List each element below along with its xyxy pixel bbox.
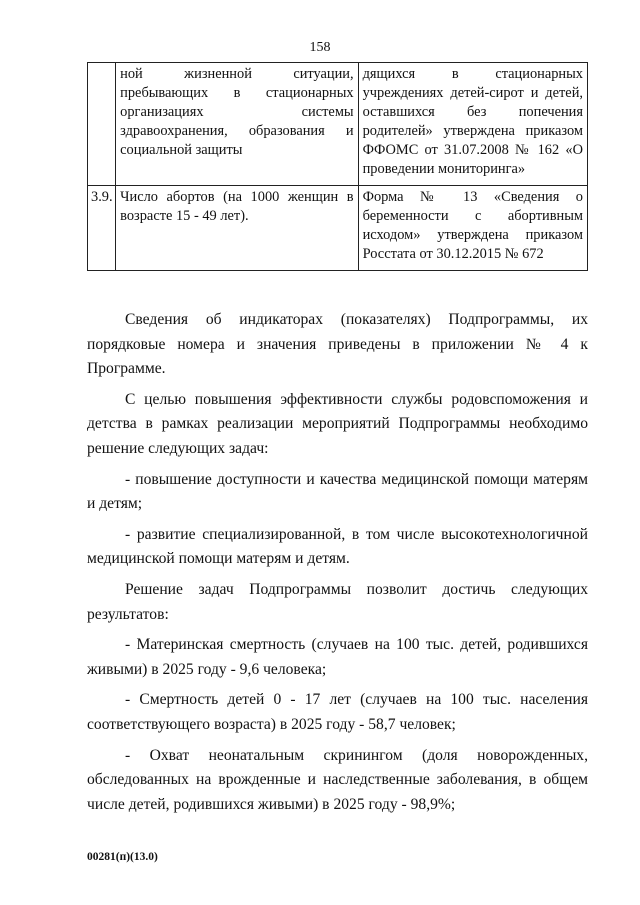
paragraph: Решение задач Подпрограммы позволит достичь следующих результатов: bbox=[87, 580, 588, 623]
list-item: - Охват неонатальным скринингом (доля новорожденных, обследованных на врожденные и наследственные заболевания, в общем числе детей, родившихся живыми) в 2025 году - 98,9%; bbox=[87, 746, 588, 813]
indicators-table bbox=[87, 62, 588, 271]
indicator-description-cell: ной жизненной ситуации, пребывающих в стационарных организациях системы здравоохранения, образования и социальной защиты bbox=[116, 63, 358, 186]
data-source-cell: дящихся в стационарных учреждениях детей-сирот и детей, оставшихся без попечения родителей» утверждена приказом ФФОМС от 31.07.2008 № 162 «О проведении мониторинга» bbox=[358, 63, 587, 186]
list-item: - повышение доступности и качества медицинской помощи матерям и детям; bbox=[87, 470, 588, 513]
data-source-cell: Форма № 13 «Сведения о беременности с абортивным исходом» утверждена приказом Росстата от 30.12.2015 № 672 bbox=[358, 186, 587, 271]
page-number: 158 bbox=[309, 40, 331, 55]
paragraph: Сведения об индикаторах (показателях) Подпрограммы, их порядковые номера и значения приведены в приложении № 4 к Программе. bbox=[87, 311, 588, 378]
row-number-cell: 3.9. bbox=[88, 186, 116, 271]
table-row bbox=[88, 186, 588, 271]
row-number-cell bbox=[88, 63, 116, 186]
document-code: 00281(п)(13.0) bbox=[87, 851, 158, 863]
list-item: - Материнская смертность (случаев на 100 тыс. детей, родившихся живыми) в 2025 году - 9,6 человека; bbox=[87, 636, 588, 678]
indicator-description-cell: Число абортов (на 1000 женщин в возрасте 15 - 49 лет). bbox=[116, 186, 358, 271]
body-text bbox=[87, 308, 588, 823]
list-item: - развитие специализированной, в том числе высокотехнологичной медицинской помощи матерям и детям. bbox=[87, 525, 588, 568]
table-row bbox=[88, 63, 588, 186]
paragraph: С целью повышения эффективности службы родовспоможения и детства в рамках реализации мероприятий Подпрограммы необходимо решение следующих задач: bbox=[87, 390, 588, 457]
list-item: - Смертность детей 0 - 17 лет (случаев на 100 тыс. населения соответствующего возраста) в 2025 году - 58,7 человек; bbox=[87, 691, 588, 733]
